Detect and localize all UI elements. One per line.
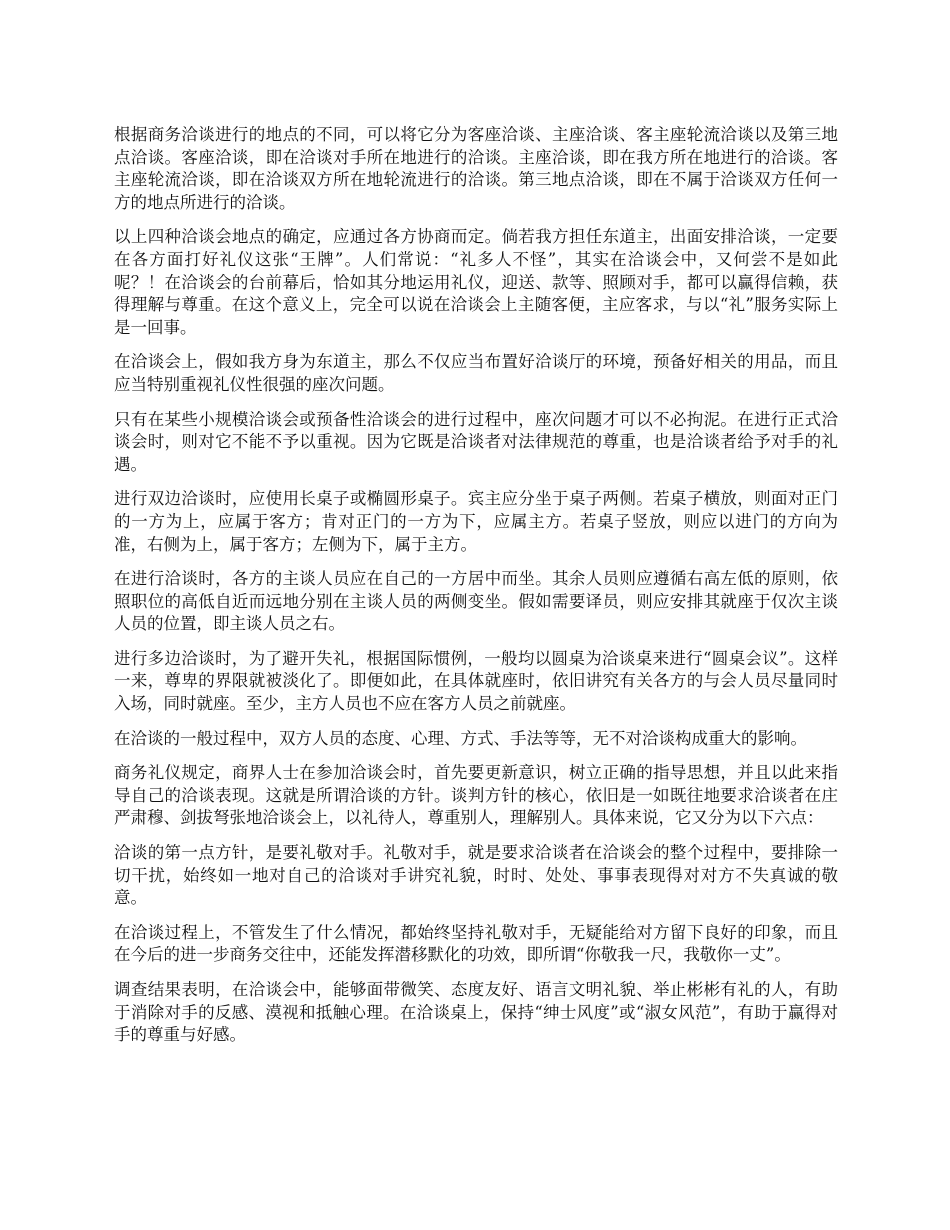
- paragraph-1: 根据商务洽谈进行的地点的不同，可以将它分为客座洽谈、主座洽谈、客主座轮流洽谈以及第三地点洽谈。客座洽谈，即在洽谈对手所在地进行的洽谈。主座洽谈，即在我方所在地进行的洽谈。客主座轮流洽谈，即在洽谈双方所在地轮流进行的洽谈。第三地点洽谈，即在不属于洽谈双方任何一方的地点所进行的洽谈。: [114, 125, 838, 212]
- paragraph-11: 在洽谈过程上，不管发生了什么情况，都始终坚持礼敬对手，无疑能给对方留下良好的印象，而且在今后的进一步商务交往中，还能发挥潜移默化的功效，即所谓“你敬我一尺，我敬你一丈”。: [114, 922, 838, 965]
- paragraph-9: 商务礼仪规定，商界人士在参加洽谈会时，首先要更新意识，树立正确的指导思想，并且以此来指导自己的洽谈表现。这就是所谓洽谈的方针。谈判方针的核心，依旧是一如既往地要求洽谈者在庄严肃穆、剑拔弩张地洽谈会上，以礼待人，尊重别人，理解别人。具体来说，它又分为以下六点：: [114, 763, 838, 828]
- paragraph-4: 只有在某些小规模洽谈会或预备性洽谈会的进行过程中，座次问题才可以不必拘泥。在进行正式洽谈会时，则对它不能不予以重视。因为它既是洽谈者对法律规范的尊重，也是洽谈者给予对手的礼遇。: [114, 409, 838, 474]
- paragraph-5: 进行双边洽谈时，应使用长桌子或椭圆形桌子。宾主应分坐于桌子两侧。若桌子横放，则面对正门的一方为上，应属于客方；肯对正门的一方为下，应属主方。若桌子竖放，则应以进门的方向为准，右侧为上，属于客方；左侧为下，属于主方。: [114, 489, 838, 554]
- paragraph-8: 在洽谈的一般过程中，双方人员的态度、心理、方式、手法等等，无不对洽谈构成重大的影响。: [114, 728, 807, 748]
- paragraph-2: 以上四种洽谈会地点的确定，应通过各方协商而定。倘若我方担任东道主，出面安排洽谈，一定要在各方面打好礼仪这张“王牌”。人们常说：“礼多人不怪”，其实在洽谈会中，又何尝不是如此呢？！在洽谈会的台前幕后，恰如其分地运用礼仪，迎送、款等、照顾对手，都可以赢得信赖，获得理解与尊重。在这个意义上，完全可以说在洽谈会上主随客便，主应客求，与以“礼”服务实际上是一回事。: [114, 227, 838, 337]
- paragraph-6: 在进行洽谈时，各方的主谈人员应在自己的一方居中而坐。其余人员则应遵循右高左低的原则，依照职位的高低自近而远地分别在主谈人员的两侧变坐。假如需要译员，则应安排其就座于仅次主谈人员的位置，即主谈人员之右。: [114, 569, 838, 634]
- paragraph-12: 调查结果表明，在洽谈会中，能够面带微笑、态度友好、语言文明礼貌、举止彬彬有礼的人，有助于消除对手的反感、漠视和抵触心理。在洽谈桌上，保持“绅士风度”或“淑女风范”，有助于赢得对手的尊重与好感。: [114, 980, 838, 1045]
- paragraph-7: 进行多边洽谈时，为了避开失礼，根据国际惯例，一般均以圆桌为洽谈桌来进行“圆桌会议”。这样一来，尊卑的界限就被淡化了。即便如此，在具体就座时，依旧讲究有关各方的与会人员尽量同时入场，同时就座。至少，主方人员也不应在客方人员之前就座。: [114, 648, 838, 714]
- document-body: [114, 124, 838, 1059]
- paragraph-3: 在洽谈会上，假如我方身为东道主，那么不仅应当布置好洽谈厅的环境，预备好相关的用品，而且应当特别重视礼仪性很强的座次问题。: [114, 352, 838, 394]
- paragraph-10: 洽谈的第一点方针，是要礼敬对手。礼敬对手，就是要求洽谈者在洽谈会的整个过程中，要排除一切干扰，始终如一地对自己的洽谈对手讲究礼貌，时时、处处、事事表现得对对方不失真诚的敬意。: [114, 843, 838, 908]
